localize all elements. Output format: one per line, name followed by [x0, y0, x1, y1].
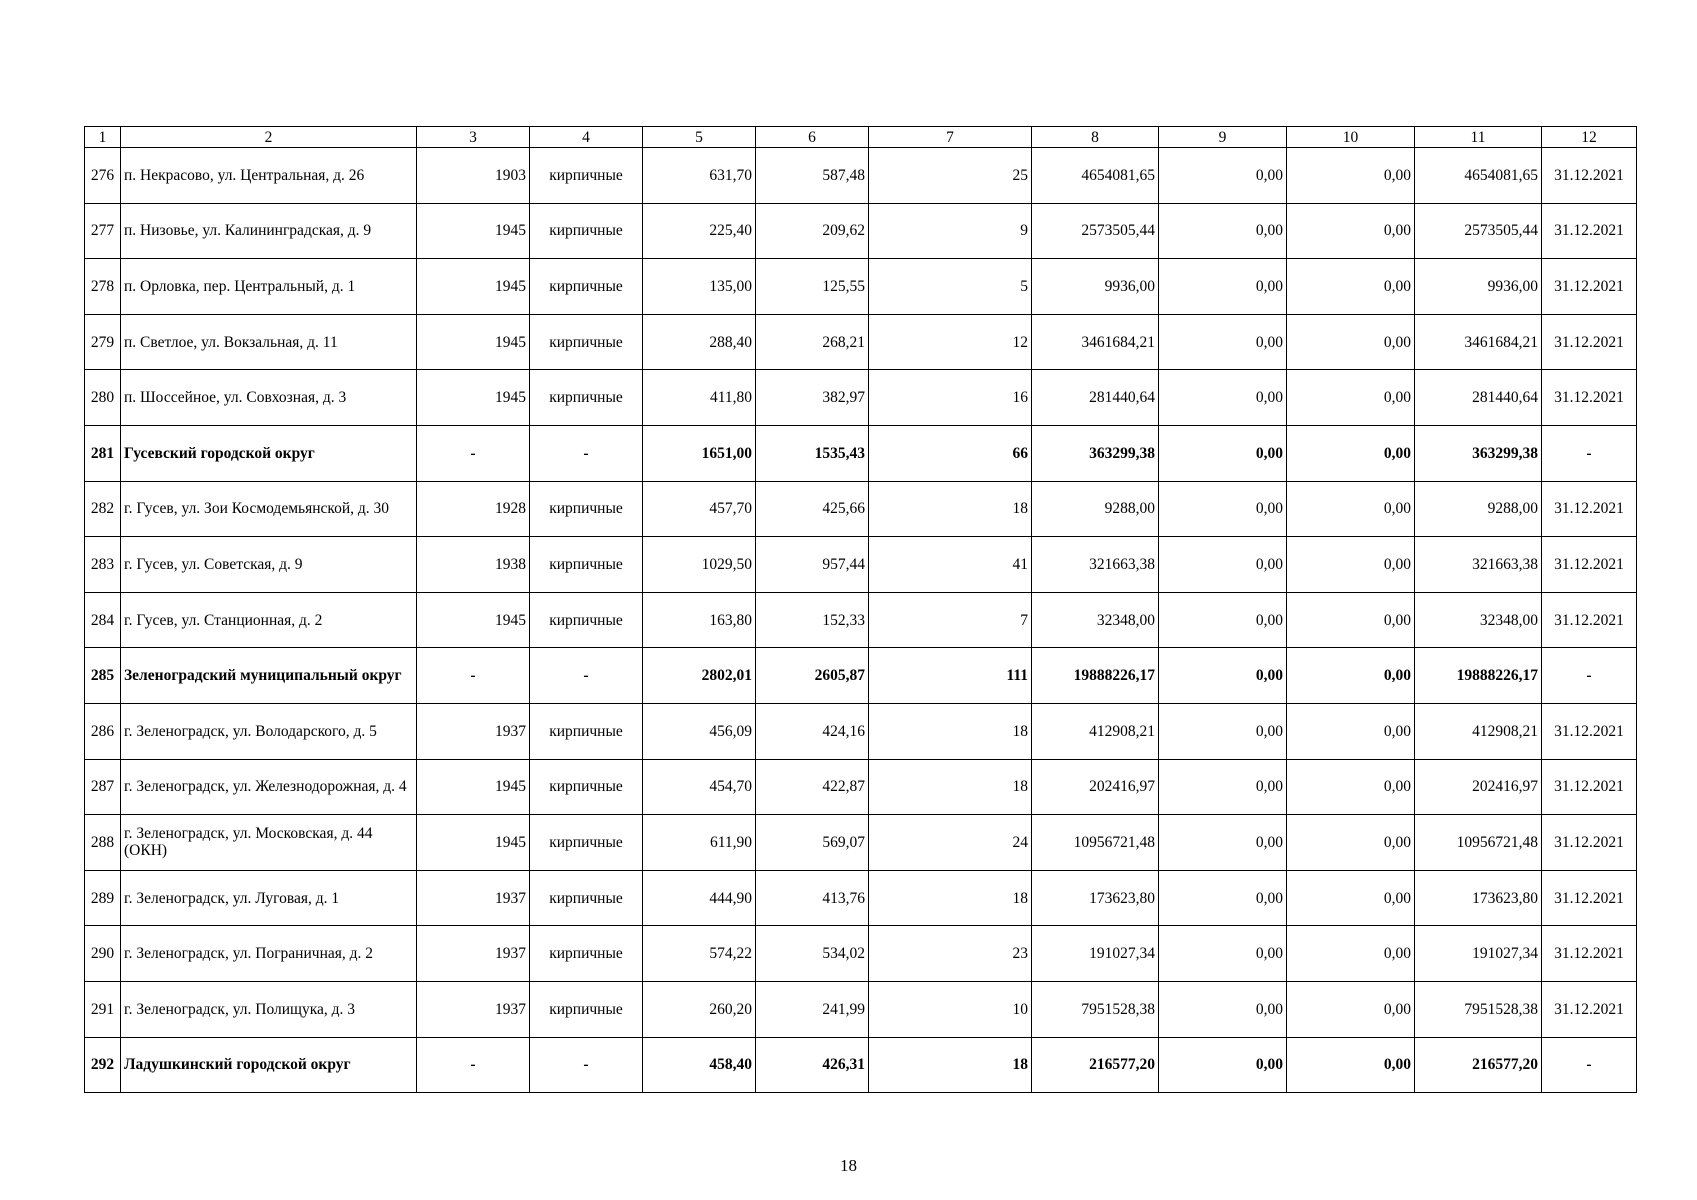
- col12-cell: 31.12.2021: [1542, 537, 1637, 593]
- col5-cell: 135,00: [643, 259, 756, 315]
- col6-cell: 587,48: [756, 148, 869, 204]
- address-cell: г. Гусев, ул. Станционная, д. 2: [121, 592, 417, 648]
- column-header: 1: [85, 127, 121, 148]
- col8-cell: 2573505,44: [1032, 203, 1159, 259]
- table-row: [85, 981, 1637, 1037]
- row-number: 281: [85, 425, 121, 481]
- col12-cell: 31.12.2021: [1542, 870, 1637, 926]
- col11-cell: 7951528,38: [1415, 981, 1542, 1037]
- address-cell: г. Зеленоградск, ул. Полищука, д. 3: [121, 981, 417, 1037]
- col9-cell: 0,00: [1159, 592, 1287, 648]
- address-cell: Ладушкинский городской округ: [121, 1037, 417, 1093]
- year-cell: 1945: [417, 759, 530, 815]
- registry-table: [84, 126, 1637, 1093]
- col7-cell: 23: [869, 926, 1032, 982]
- col9-cell: 0,00: [1159, 148, 1287, 204]
- material-cell: кирпичные: [530, 148, 643, 204]
- col11-cell: 363299,38: [1415, 425, 1542, 481]
- col10-cell: 0,00: [1287, 148, 1415, 204]
- column-header: 9: [1159, 127, 1287, 148]
- col6-cell: 413,76: [756, 870, 869, 926]
- col10-cell: 0,00: [1287, 259, 1415, 315]
- col7-cell: 18: [869, 870, 1032, 926]
- table-row-total: [85, 1037, 1637, 1093]
- row-number: 285: [85, 648, 121, 704]
- col8-cell: 363299,38: [1032, 425, 1159, 481]
- year-cell: 1938: [417, 537, 530, 593]
- material-cell: кирпичные: [530, 703, 643, 759]
- col8-cell: 281440,64: [1032, 370, 1159, 426]
- col8-cell: 191027,34: [1032, 926, 1159, 982]
- col10-cell: 0,00: [1287, 314, 1415, 370]
- address-cell: г. Зеленоградск, ул. Железнодорожная, д. 4: [121, 759, 417, 815]
- col7-cell: 18: [869, 759, 1032, 815]
- table-row: [85, 314, 1637, 370]
- year-cell: 1945: [417, 592, 530, 648]
- table-row: [85, 370, 1637, 426]
- table-row: [85, 703, 1637, 759]
- address-cell: г. Зеленоградск, ул. Пограничная, д. 2: [121, 926, 417, 982]
- col7-cell: 18: [869, 1037, 1032, 1093]
- col10-cell: 0,00: [1287, 203, 1415, 259]
- year-cell: -: [417, 425, 530, 481]
- col11-cell: 321663,38: [1415, 537, 1542, 593]
- col9-cell: 0,00: [1159, 425, 1287, 481]
- col10-cell: 0,00: [1287, 592, 1415, 648]
- col5-cell: 163,80: [643, 592, 756, 648]
- table-row-total: [85, 648, 1637, 704]
- year-cell: 1928: [417, 481, 530, 537]
- row-number: 280: [85, 370, 121, 426]
- col12-cell: 31.12.2021: [1542, 815, 1637, 871]
- year-cell: 1945: [417, 259, 530, 315]
- col10-cell: 0,00: [1287, 1037, 1415, 1093]
- col11-cell: 3461684,21: [1415, 314, 1542, 370]
- col12-cell: 31.12.2021: [1542, 314, 1637, 370]
- address-cell: г. Гусев, ул. Советская, д. 9: [121, 537, 417, 593]
- table-row: [85, 537, 1637, 593]
- column-header: 11: [1415, 127, 1542, 148]
- header-row: [85, 127, 1637, 148]
- col7-cell: 18: [869, 481, 1032, 537]
- col8-cell: 202416,97: [1032, 759, 1159, 815]
- col9-cell: 0,00: [1159, 1037, 1287, 1093]
- row-number: 286: [85, 703, 121, 759]
- column-header: 4: [530, 127, 643, 148]
- col10-cell: 0,00: [1287, 703, 1415, 759]
- col6-cell: 1535,43: [756, 425, 869, 481]
- table-row: [85, 759, 1637, 815]
- col12-cell: -: [1542, 425, 1637, 481]
- col10-cell: 0,00: [1287, 815, 1415, 871]
- col7-cell: 41: [869, 537, 1032, 593]
- row-number: 291: [85, 981, 121, 1037]
- col8-cell: 32348,00: [1032, 592, 1159, 648]
- col10-cell: 0,00: [1287, 537, 1415, 593]
- col6-cell: 422,87: [756, 759, 869, 815]
- material-cell: кирпичные: [530, 592, 643, 648]
- col11-cell: 216577,20: [1415, 1037, 1542, 1093]
- address-cell: п. Шоссейное, ул. Совхозная, д. 3: [121, 370, 417, 426]
- row-number: 278: [85, 259, 121, 315]
- col7-cell: 16: [869, 370, 1032, 426]
- col5-cell: 456,09: [643, 703, 756, 759]
- material-cell: кирпичные: [530, 870, 643, 926]
- material-cell: кирпичные: [530, 981, 643, 1037]
- col10-cell: 0,00: [1287, 870, 1415, 926]
- table-row: [85, 592, 1637, 648]
- col6-cell: 152,33: [756, 592, 869, 648]
- col5-cell: 444,90: [643, 870, 756, 926]
- material-cell: кирпичные: [530, 926, 643, 982]
- col7-cell: 18: [869, 703, 1032, 759]
- col7-cell: 5: [869, 259, 1032, 315]
- table-row: [85, 926, 1637, 982]
- material-cell: кирпичные: [530, 203, 643, 259]
- col12-cell: 31.12.2021: [1542, 759, 1637, 815]
- address-cell: Гусевский городской округ: [121, 425, 417, 481]
- year-cell: 1937: [417, 981, 530, 1037]
- col8-cell: 9936,00: [1032, 259, 1159, 315]
- col7-cell: 7: [869, 592, 1032, 648]
- year-cell: 1945: [417, 314, 530, 370]
- col9-cell: 0,00: [1159, 370, 1287, 426]
- col12-cell: 31.12.2021: [1542, 981, 1637, 1037]
- col6-cell: 569,07: [756, 815, 869, 871]
- col6-cell: 2605,87: [756, 648, 869, 704]
- year-cell: 1903: [417, 148, 530, 204]
- col9-cell: 0,00: [1159, 981, 1287, 1037]
- table-row: [85, 815, 1637, 871]
- col5-cell: 1029,50: [643, 537, 756, 593]
- address-cell: г. Зеленоградск, ул. Володарского, д. 5: [121, 703, 417, 759]
- material-cell: -: [530, 425, 643, 481]
- col12-cell: 31.12.2021: [1542, 592, 1637, 648]
- col7-cell: 12: [869, 314, 1032, 370]
- col5-cell: 411,80: [643, 370, 756, 426]
- column-header: 6: [756, 127, 869, 148]
- col9-cell: 0,00: [1159, 537, 1287, 593]
- col5-cell: 457,70: [643, 481, 756, 537]
- column-header: 7: [869, 127, 1032, 148]
- col10-cell: 0,00: [1287, 981, 1415, 1037]
- row-number: 283: [85, 537, 121, 593]
- address-cell: п. Орловка, пер. Центральный, д. 1: [121, 259, 417, 315]
- col11-cell: 9288,00: [1415, 481, 1542, 537]
- row-number: 292: [85, 1037, 121, 1093]
- col6-cell: 268,21: [756, 314, 869, 370]
- col7-cell: 25: [869, 148, 1032, 204]
- col8-cell: 7951528,38: [1032, 981, 1159, 1037]
- col8-cell: 216577,20: [1032, 1037, 1159, 1093]
- col8-cell: 9288,00: [1032, 481, 1159, 537]
- table-row-total: [85, 425, 1637, 481]
- col5-cell: 225,40: [643, 203, 756, 259]
- column-header: 3: [417, 127, 530, 148]
- row-number: 284: [85, 592, 121, 648]
- year-cell: -: [417, 1037, 530, 1093]
- col12-cell: 31.12.2021: [1542, 703, 1637, 759]
- col11-cell: 10956721,48: [1415, 815, 1542, 871]
- col11-cell: 281440,64: [1415, 370, 1542, 426]
- address-cell: г. Зеленоградск, ул. Луговая, д. 1: [121, 870, 417, 926]
- col6-cell: 424,16: [756, 703, 869, 759]
- col6-cell: 125,55: [756, 259, 869, 315]
- col5-cell: 454,70: [643, 759, 756, 815]
- year-cell: -: [417, 648, 530, 704]
- col8-cell: 19888226,17: [1032, 648, 1159, 704]
- col8-cell: 3461684,21: [1032, 314, 1159, 370]
- row-number: 288: [85, 815, 121, 871]
- col8-cell: 10956721,48: [1032, 815, 1159, 871]
- col11-cell: 9936,00: [1415, 259, 1542, 315]
- col7-cell: 24: [869, 815, 1032, 871]
- table-row: [85, 481, 1637, 537]
- col5-cell: 2802,01: [643, 648, 756, 704]
- col6-cell: 534,02: [756, 926, 869, 982]
- table-row: [85, 148, 1637, 204]
- address-cell: п. Низовье, ул. Калининградская, д. 9: [121, 203, 417, 259]
- col11-cell: 19888226,17: [1415, 648, 1542, 704]
- col6-cell: 957,44: [756, 537, 869, 593]
- year-cell: 1945: [417, 370, 530, 426]
- page-number: 18: [840, 1156, 857, 1175]
- row-number: 277: [85, 203, 121, 259]
- col7-cell: 66: [869, 425, 1032, 481]
- col5-cell: 288,40: [643, 314, 756, 370]
- row-number: 287: [85, 759, 121, 815]
- material-cell: кирпичные: [530, 481, 643, 537]
- material-cell: кирпичные: [530, 314, 643, 370]
- column-header: 12: [1542, 127, 1637, 148]
- year-cell: 1937: [417, 703, 530, 759]
- col12-cell: -: [1542, 1037, 1637, 1093]
- col10-cell: 0,00: [1287, 370, 1415, 426]
- col6-cell: 425,66: [756, 481, 869, 537]
- col5-cell: 1651,00: [643, 425, 756, 481]
- column-header: 2: [121, 127, 417, 148]
- col7-cell: 10: [869, 981, 1032, 1037]
- address-cell: п. Светлое, ул. Вокзальная, д. 11: [121, 314, 417, 370]
- row-number: 276: [85, 148, 121, 204]
- table-header: [85, 127, 1637, 148]
- column-header: 8: [1032, 127, 1159, 148]
- col5-cell: 574,22: [643, 926, 756, 982]
- col7-cell: 9: [869, 203, 1032, 259]
- col5-cell: 458,40: [643, 1037, 756, 1093]
- row-number: 279: [85, 314, 121, 370]
- material-cell: кирпичные: [530, 370, 643, 426]
- col7-cell: 111: [869, 648, 1032, 704]
- col9-cell: 0,00: [1159, 926, 1287, 982]
- col8-cell: 173623,80: [1032, 870, 1159, 926]
- col9-cell: 0,00: [1159, 759, 1287, 815]
- col12-cell: 31.12.2021: [1542, 203, 1637, 259]
- table-row: [85, 203, 1637, 259]
- table-row: [85, 870, 1637, 926]
- col8-cell: 4654081,65: [1032, 148, 1159, 204]
- col9-cell: 0,00: [1159, 703, 1287, 759]
- table-body: [85, 148, 1637, 1093]
- material-cell: кирпичные: [530, 759, 643, 815]
- material-cell: -: [530, 648, 643, 704]
- col11-cell: 32348,00: [1415, 592, 1542, 648]
- col10-cell: 0,00: [1287, 759, 1415, 815]
- col12-cell: 31.12.2021: [1542, 259, 1637, 315]
- col9-cell: 0,00: [1159, 870, 1287, 926]
- col11-cell: 173623,80: [1415, 870, 1542, 926]
- year-cell: 1937: [417, 870, 530, 926]
- col12-cell: 31.12.2021: [1542, 926, 1637, 982]
- col10-cell: 0,00: [1287, 926, 1415, 982]
- col12-cell: 31.12.2021: [1542, 148, 1637, 204]
- col10-cell: 0,00: [1287, 481, 1415, 537]
- column-header: 10: [1287, 127, 1415, 148]
- col6-cell: 209,62: [756, 203, 869, 259]
- material-cell: -: [530, 1037, 643, 1093]
- material-cell: кирпичные: [530, 259, 643, 315]
- col6-cell: 426,31: [756, 1037, 869, 1093]
- col9-cell: 0,00: [1159, 314, 1287, 370]
- col8-cell: 321663,38: [1032, 537, 1159, 593]
- col12-cell: 31.12.2021: [1542, 370, 1637, 426]
- col5-cell: 631,70: [643, 148, 756, 204]
- year-cell: 1945: [417, 203, 530, 259]
- col11-cell: 202416,97: [1415, 759, 1542, 815]
- row-number: 289: [85, 870, 121, 926]
- col9-cell: 0,00: [1159, 815, 1287, 871]
- col5-cell: 611,90: [643, 815, 756, 871]
- material-cell: кирпичные: [530, 537, 643, 593]
- col10-cell: 0,00: [1287, 425, 1415, 481]
- col5-cell: 260,20: [643, 981, 756, 1037]
- col9-cell: 0,00: [1159, 203, 1287, 259]
- col11-cell: 191027,34: [1415, 926, 1542, 982]
- col10-cell: 0,00: [1287, 648, 1415, 704]
- col12-cell: -: [1542, 648, 1637, 704]
- table-row: [85, 259, 1637, 315]
- col6-cell: 382,97: [756, 370, 869, 426]
- column-header: 5: [643, 127, 756, 148]
- col8-cell: 412908,21: [1032, 703, 1159, 759]
- material-cell: кирпичные: [530, 815, 643, 871]
- col6-cell: 241,99: [756, 981, 869, 1037]
- col12-cell: 31.12.2021: [1542, 481, 1637, 537]
- year-cell: 1937: [417, 926, 530, 982]
- address-cell: п. Некрасово, ул. Центральная, д. 26: [121, 148, 417, 204]
- col11-cell: 4654081,65: [1415, 148, 1542, 204]
- col9-cell: 0,00: [1159, 481, 1287, 537]
- row-number: 290: [85, 926, 121, 982]
- row-number: 282: [85, 481, 121, 537]
- address-cell: Зеленоградский муниципальный округ: [121, 648, 417, 704]
- col11-cell: 2573505,44: [1415, 203, 1542, 259]
- address-cell: г. Гусев, ул. Зои Космодемьянской, д. 30: [121, 481, 417, 537]
- address-cell: г. Зеленоградск, ул. Московская, д. 44 (ОКН): [121, 815, 417, 871]
- col9-cell: 0,00: [1159, 259, 1287, 315]
- col9-cell: 0,00: [1159, 648, 1287, 704]
- col11-cell: 412908,21: [1415, 703, 1542, 759]
- year-cell: 1945: [417, 815, 530, 871]
